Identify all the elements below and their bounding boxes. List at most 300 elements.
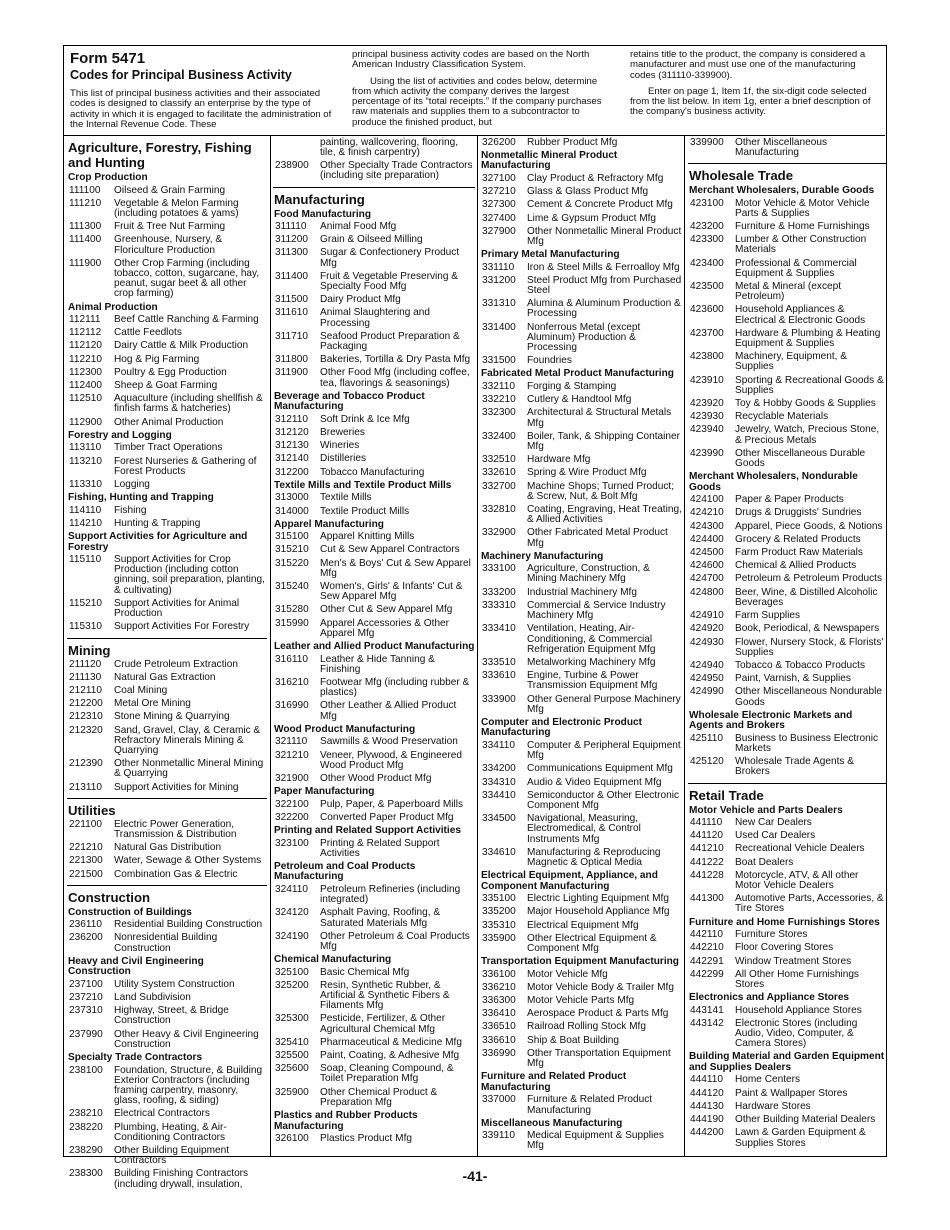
code-entry	[67, 783, 267, 793]
activity-code: 111300	[69, 221, 102, 233]
code-entry	[273, 532, 475, 542]
activity-description: Machinery, Equipment, & Supplies	[735, 351, 848, 373]
activity-description: Aquaculture (including shellfish & finfish farms & hatcheries)	[114, 393, 263, 415]
code-entry	[273, 605, 475, 615]
code-entry	[273, 1064, 475, 1084]
activity-description: Hog & Pig Farming	[114, 353, 200, 365]
code-entry	[67, 856, 267, 866]
activity-code: 112900	[69, 416, 102, 428]
code-entry	[67, 699, 267, 709]
activity-description: Soap, Cleaning Compound, & Toilet Preparation Mfg	[320, 1063, 454, 1085]
activity-description: Electric Power Generation, Transmission & Distribution	[114, 818, 237, 840]
activity-code: 336210	[482, 981, 516, 993]
activity-description: Grocery & Related Products	[735, 533, 861, 545]
activity-description: Tobacco & Tobacco Products	[735, 659, 865, 671]
activity-description: Support Activities For Forestry	[114, 621, 250, 633]
activity-code: 442291	[690, 955, 724, 967]
code-entry	[688, 1102, 886, 1112]
subsection-heading: Building Material and Garden Equipment and Supplies Dealers	[689, 1051, 885, 1073]
activity-description: Petroleum Refineries (including integrated)	[320, 883, 461, 906]
activity-code: 334410	[482, 789, 516, 801]
code-entry	[480, 848, 682, 868]
activity-code: 336610	[482, 1034, 516, 1046]
code-entry	[67, 186, 267, 196]
code-entry	[480, 528, 682, 548]
activity-code: 424910	[690, 610, 724, 622]
code-entry	[273, 839, 475, 859]
section-heading: Agriculture, Forestry, Fishing and Hunting	[68, 140, 252, 170]
activity-code: 312110	[275, 413, 308, 425]
activity-code: 313000	[275, 492, 309, 504]
code-entry	[688, 687, 886, 707]
activity-description: Natural Gas Distribution	[114, 842, 222, 854]
code-column-3	[480, 136, 682, 1156]
code-entry	[480, 983, 682, 993]
activity-code: 211130	[69, 671, 102, 683]
activity-description: Steel Product Mfg from Purchased Steel	[527, 274, 682, 297]
code-entry	[688, 574, 886, 584]
activity-description: Semiconductor & Other Electronic Component Mfg	[527, 789, 680, 811]
activity-code: 333410	[482, 623, 516, 635]
activity-description: Other Animal Production	[114, 416, 224, 428]
activity-description: Computer & Peripheral Equipment Mfg	[527, 739, 681, 762]
code-entry	[480, 214, 682, 224]
activity-description: Highway, Street, & Bridge Construction	[114, 1005, 229, 1027]
activity-code: 332110	[482, 380, 515, 392]
activity-code: 325100	[275, 966, 309, 978]
activity-code: 424920	[690, 623, 724, 635]
activity-code: 336510	[482, 1021, 516, 1033]
code-entry	[688, 844, 886, 854]
code-entry	[67, 759, 267, 779]
activity-code: 315990	[275, 617, 309, 629]
code-entry	[273, 800, 475, 810]
subsection-heading: Machinery Manufacturing	[481, 550, 604, 562]
activity-code: 333200	[482, 586, 516, 598]
code-entry	[67, 328, 267, 338]
activity-description: Electrical Contractors	[114, 1108, 210, 1120]
activity-code: 425110	[690, 732, 723, 744]
activity-description: Aerospace Product & Parts Mfg	[527, 1008, 669, 1020]
activity-code: 424800	[690, 586, 724, 598]
activity-description: Lime & Gypsum Product Mfg	[527, 212, 657, 224]
activity-code: 321900	[275, 772, 309, 784]
activity-code: 327100	[482, 172, 516, 184]
code-entry	[480, 299, 682, 319]
code-entry	[273, 222, 475, 232]
activity-code: 334200	[482, 763, 516, 775]
code-entry	[688, 943, 886, 953]
activity-code: 423100	[690, 197, 724, 209]
manufacturer-paragraph: retains title to the product, the company is considered a manufacturer and must use one of the manufacturing codes (311110-339900).	[630, 49, 866, 81]
code-entry	[67, 726, 267, 757]
activity-code: 111900	[69, 257, 102, 269]
code-entry	[480, 382, 682, 392]
activity-description: Asphalt Paving, Roofing, & Saturated Materials Mfg	[320, 907, 441, 929]
activity-description: Other Chemical Product & Preparation Mfg	[320, 1086, 438, 1108]
code-entry	[688, 957, 886, 967]
activity-code: 236110	[69, 919, 102, 931]
code-entry	[480, 671, 682, 691]
activity-code: 311400	[275, 270, 308, 282]
activity-description: Lawn & Garden Equipment & Supplies Stores	[735, 1127, 866, 1149]
code-entry	[688, 638, 886, 658]
subsection-heading: Furniture and Related Product Manufacturing	[481, 1071, 627, 1093]
code-entry	[480, 138, 682, 148]
activity-code: 336300	[482, 995, 516, 1007]
activity-code: 424600	[690, 560, 724, 572]
activity-description: Metalworking Machinery Mfg	[527, 656, 656, 668]
activity-description: Iron & Steel Mills & Ferroalloy Mfg	[527, 261, 680, 273]
code-entry	[688, 235, 886, 255]
code-entry	[688, 495, 886, 505]
activity-description: Furniture & Related Product Manufacturing	[527, 1094, 653, 1116]
code-entry	[273, 545, 475, 555]
code-entry	[688, 522, 886, 532]
activity-description: Resin, Synthetic Rubber, & Artificial & Synthetic Fibers & Filaments Mfg	[320, 979, 450, 1012]
activity-code: 424210	[690, 507, 724, 519]
section-rule	[273, 187, 475, 188]
activity-description: Poultry & Egg Production	[114, 366, 227, 378]
activity-description: Other Building Material Dealers	[735, 1114, 876, 1126]
activity-description: Grain & Oilseed Milling	[320, 234, 423, 246]
code-entry	[480, 601, 682, 621]
activity-description: Leather & Hide Tanning & Finishing	[320, 653, 435, 675]
code-entry	[688, 282, 886, 302]
activity-description: Flower, Nursery Stock, & Florists' Supplies	[735, 636, 884, 658]
subsection-heading: Printing and Related Support Activities	[274, 825, 461, 837]
activity-description: Fruit & Vegetable Preserving & Specialty Food Mfg	[320, 270, 459, 293]
header-intro-column	[70, 50, 338, 136]
code-entry	[67, 870, 267, 880]
code-entry	[480, 658, 682, 668]
code-entry	[688, 1006, 886, 1016]
subsection-heading: Paper Manufacturing	[274, 786, 375, 798]
code-entry	[480, 482, 682, 502]
code-entry	[480, 408, 682, 428]
activity-code: 311800	[275, 354, 308, 366]
activity-description: Land Subdivision	[114, 992, 191, 1004]
activity-description: Nonresidential Building Construction	[114, 932, 218, 954]
activity-code: 333510	[482, 656, 516, 668]
code-entry	[67, 315, 267, 325]
activity-description: Recyclable Materials	[735, 411, 829, 423]
activity-code: 316110	[275, 653, 308, 665]
code-entry	[688, 449, 886, 469]
activity-description: Breweries	[320, 427, 365, 439]
header-right-column	[630, 50, 880, 124]
activity-code: 334500	[482, 813, 516, 825]
activity-code: 315240	[275, 581, 309, 593]
activity-code: 332610	[482, 467, 516, 479]
code-entry	[273, 368, 475, 388]
subsection-heading: Heavy and Civil Engineering Construction	[68, 955, 204, 978]
activity-code: 444130	[690, 1100, 724, 1112]
entry-paragraph: Enter on page 1, Item 1f, the six-digit code selected from the list below. In item 1g, enter a brief description of the company's business activity.	[630, 85, 871, 118]
subsection-heading: Forestry and Logging	[68, 429, 172, 441]
code-entry	[688, 399, 886, 409]
code-entry	[688, 259, 886, 279]
code-entry	[480, 741, 682, 761]
code-entry	[273, 619, 475, 639]
activity-description: Sheep & Goat Farming	[114, 380, 218, 392]
section-heading: Manufacturing	[274, 191, 365, 207]
activity-description: Other Nonmetallic Mineral Mining & Quarrying	[114, 758, 264, 780]
activity-description: Boat Dealers	[735, 856, 794, 868]
code-entry	[480, 1022, 682, 1032]
activity-description: Engine, Turbine & Power Transmission Equipment Mfg	[527, 670, 658, 692]
activity-code: 332210	[482, 394, 516, 406]
activity-description: Other Heavy & Civil Engineering Construction	[114, 1028, 259, 1050]
code-entry	[67, 394, 267, 414]
activity-code: 333100	[482, 563, 516, 575]
activity-description: Petroleum & Petroleum Products	[735, 573, 882, 585]
activity-description: Other Nonmetallic Mineral Product Mfg	[527, 225, 682, 247]
code-entry	[480, 263, 682, 273]
activity-code: 315100	[275, 531, 309, 543]
code-entry	[480, 921, 682, 931]
section-heading: Utilities	[68, 802, 116, 818]
activity-code: 441300	[690, 893, 724, 905]
code-entry	[273, 428, 475, 438]
code-entry	[688, 757, 886, 777]
activity-description: Clay Product & Refractory Mfg	[527, 172, 664, 184]
code-entry	[67, 993, 267, 1003]
activity-description: Support Activities for Animal Production	[114, 597, 240, 620]
activity-description: Other Specialty Trade Contractors (including site preparation)	[320, 160, 473, 182]
activity-code: 334110	[482, 739, 515, 751]
activity-description: Electric Lighting Equipment Mfg	[527, 893, 669, 905]
code-entry	[688, 1115, 886, 1125]
activity-code: 312200	[275, 466, 309, 478]
activity-description: Ship & Boat Building	[527, 1034, 620, 1046]
code-entry	[273, 272, 475, 292]
code-entry	[67, 920, 267, 930]
code-entry	[67, 199, 267, 219]
code-entry	[67, 355, 267, 365]
code-entry	[273, 415, 475, 425]
activity-code: 339110	[482, 1130, 515, 1142]
activity-code: 212200	[69, 698, 103, 710]
activity-description: Machine Shops; Turned Product; & Screw, Nut, & Bolt Mfg	[527, 480, 675, 502]
activity-description: Other Electrical Equipment & Component Mfg	[527, 932, 657, 954]
code-entry	[273, 1051, 475, 1061]
activity-code: 211120	[69, 658, 102, 670]
code-entry	[688, 831, 886, 841]
activity-code: 237310	[69, 1005, 103, 1017]
code-entry	[67, 660, 267, 670]
code-entry	[273, 332, 475, 352]
section-rule	[67, 798, 267, 799]
code-entry	[67, 235, 267, 255]
activity-code: 316990	[275, 700, 309, 712]
activity-description: Cattle Feedlots	[114, 327, 182, 339]
activity-description: Plastics Product Mfg	[320, 1133, 412, 1145]
code-entry	[273, 751, 475, 771]
code-entry	[273, 737, 475, 747]
code-entry	[273, 1014, 475, 1034]
activity-description: Crude Petroleum Extraction	[114, 658, 238, 670]
page-number: -41-	[462, 1168, 488, 1184]
subsection-heading: Furniture and Home Furnishings Stores	[689, 916, 880, 928]
activity-code: 113110	[69, 442, 102, 454]
code-entry	[688, 222, 886, 232]
activity-description: Industrial Machinery Mfg	[527, 586, 637, 598]
activity-description: Spring & Wire Product Mfg	[527, 467, 647, 479]
activity-description: Men's & Boys' Cut & Sew Apparel Mfg	[320, 557, 471, 579]
code-entry	[67, 980, 267, 990]
activity-description: Veneer, Plywood, & Engineered Wood Product Mfg	[320, 749, 462, 771]
activity-code: 327210	[482, 186, 516, 198]
activity-description: Sporting & Recreational Goods & Supplies	[735, 374, 884, 396]
activity-description: Pulp, Paper, & Paperboard Mills	[320, 798, 464, 810]
subsection-heading: Electronics and Appliance Stores	[689, 992, 850, 1004]
activity-code: 322100	[275, 798, 309, 810]
instructions-paragraph: Using the list of activities and codes below, determine from which activity the company derives the largest percentage of its “total receipts.” If the company purchases raw materials and supplies them to a subcontractor to produce the finished product, but	[352, 75, 602, 128]
activity-description: Paint, Varnish, & Supplies	[735, 673, 851, 685]
activity-description: Converted Paper Product Mfg	[320, 811, 454, 823]
code-entry	[688, 376, 886, 396]
activity-description: Navigational, Measuring, Electromedical, & Control Instruments Mfg	[527, 813, 641, 845]
code-entry	[688, 425, 886, 445]
code-entry	[67, 506, 267, 516]
code-entry	[688, 329, 886, 349]
code-entry	[273, 1038, 475, 1048]
activity-description: Printing & Related Support Activities	[320, 837, 440, 859]
column-divider	[477, 136, 478, 1156]
activity-code: 112510	[69, 393, 102, 405]
activity-code: 221210	[69, 842, 103, 854]
activity-code: 423910	[690, 374, 724, 386]
column-divider	[270, 136, 271, 1156]
activity-description: Furniture & Home Furnishings	[735, 221, 870, 232]
activity-code: 442110	[690, 929, 723, 941]
code-entry	[480, 778, 682, 788]
activity-code: 325600	[275, 1063, 309, 1075]
activity-code: 238900	[275, 160, 309, 172]
subsection-heading: Specialty Trade Contractors	[68, 1052, 203, 1064]
code-entry	[67, 1006, 267, 1026]
subsection-heading: Plastics and Rubber Products Manufacturing	[274, 1110, 418, 1132]
activity-code: 441210	[690, 843, 724, 855]
code-entry	[480, 1095, 682, 1115]
activity-description: Animal Food Mfg	[320, 221, 397, 232]
activity-code: 336990	[482, 1047, 516, 1059]
activity-code: 112120	[69, 340, 102, 352]
subsection-heading: Apparel Manufacturing	[274, 518, 384, 530]
activity-code: 325900	[275, 1086, 309, 1098]
activity-description: Glass & Glass Product Mfg	[527, 186, 649, 198]
code-entry	[67, 555, 267, 596]
column-divider	[684, 136, 685, 1156]
activity-code: 332510	[482, 454, 516, 466]
code-entry	[67, 712, 267, 722]
form-number: Form 5471	[70, 50, 146, 67]
code-entry	[688, 412, 886, 422]
naics-paragraph: principal business activity codes are based on the North American Industry Classification System.	[352, 49, 590, 71]
activity-code: 115110	[69, 554, 102, 566]
activity-description: Other Fabricated Metal Product Mfg	[527, 527, 668, 549]
activity-description: Alumina & Aluminum Production & Processing	[527, 298, 681, 320]
activity-code: 315280	[275, 604, 309, 616]
code-entry	[67, 222, 267, 232]
activity-code: 322200	[275, 811, 309, 823]
activity-code: 325200	[275, 979, 309, 991]
activity-description: Sand, Gravel, Clay, & Ceramic & Refractory Minerals Mining & Quarrying	[114, 724, 261, 756]
code-entry	[688, 305, 886, 325]
code-entry	[67, 673, 267, 683]
activity-code: 441228	[690, 869, 724, 881]
code-entry	[67, 933, 267, 953]
activity-description: Apparel Accessories & Other Apparel Mfg	[320, 617, 450, 639]
code-entry	[67, 820, 267, 840]
activity-code: 311200	[275, 234, 308, 246]
activity-description: Textile Product Mills	[320, 505, 410, 517]
code-entry	[480, 323, 682, 354]
code-entry	[480, 432, 682, 452]
code-entry	[688, 138, 886, 158]
activity-description: Paint, Coating, & Adhesive Mfg	[320, 1050, 460, 1062]
code-entry	[273, 678, 475, 698]
code-entry	[688, 1128, 886, 1148]
activity-description: Book, Periodical, & Newspapers	[735, 623, 880, 635]
activity-code: 114210	[69, 517, 102, 529]
activity-code: 327900	[482, 225, 516, 237]
code-entry	[273, 813, 475, 823]
activity-code: 312130	[275, 440, 309, 452]
subsection-heading: Support Activities for Agriculture and Forestry	[68, 531, 248, 553]
code-entry	[273, 493, 475, 503]
activity-code: 332400	[482, 430, 516, 442]
activity-code: 334610	[482, 846, 516, 858]
activity-code: 315210	[275, 544, 309, 556]
code-entry	[688, 561, 886, 571]
subsection-heading: Nonmetallic Mineral Product Manufacturing	[481, 149, 618, 172]
activity-description: Motorcycle, ATV, & All other Motor Vehicle Dealers	[735, 869, 859, 892]
code-entry	[67, 1030, 267, 1050]
activity-description: Household Appliance Stores	[735, 1004, 862, 1016]
activity-code: 332700	[482, 480, 516, 492]
code-entry	[480, 1009, 682, 1019]
activity-code: 112300	[69, 366, 102, 378]
subsection-heading: Electrical Equipment, Appliance, and Component Manufacturing	[481, 870, 658, 892]
activity-description: Seafood Product Preparation & Packaging	[320, 330, 460, 353]
code-entry	[688, 858, 886, 868]
subsection-heading: Construction of Buildings	[68, 906, 192, 918]
activity-code: 238210	[69, 1108, 103, 1120]
code-entry	[273, 507, 475, 517]
activity-code: 334310	[482, 776, 516, 788]
activity-code: 331500	[482, 355, 516, 367]
activity-description: Furniture Stores	[735, 929, 808, 941]
activity-code: 337000	[482, 1094, 516, 1106]
activity-description: Other Building Equipment Contractors	[114, 1145, 230, 1167]
code-entry	[273, 441, 475, 451]
activity-code: 321110	[275, 736, 308, 748]
activity-description: Beer, Wine, & Distilled Alcoholic Beverages	[735, 586, 878, 608]
activity-description: Paper & Paper Products	[735, 494, 844, 506]
activity-code: 115210	[69, 597, 102, 609]
activity-description: Motor Vehicle Body & Trailer Mfg	[527, 981, 674, 993]
code-entry	[480, 695, 682, 715]
code-entry	[480, 564, 682, 584]
activity-description: Toy & Hobby Goods & Supplies	[735, 398, 876, 410]
subsection-heading: Petroleum and Coal Products Manufacturing	[274, 860, 416, 883]
activity-code: 113210	[69, 455, 102, 467]
activity-code: 311300	[275, 247, 308, 259]
code-entry	[480, 791, 682, 811]
activity-description: Other Wood Product Mfg	[320, 772, 432, 784]
